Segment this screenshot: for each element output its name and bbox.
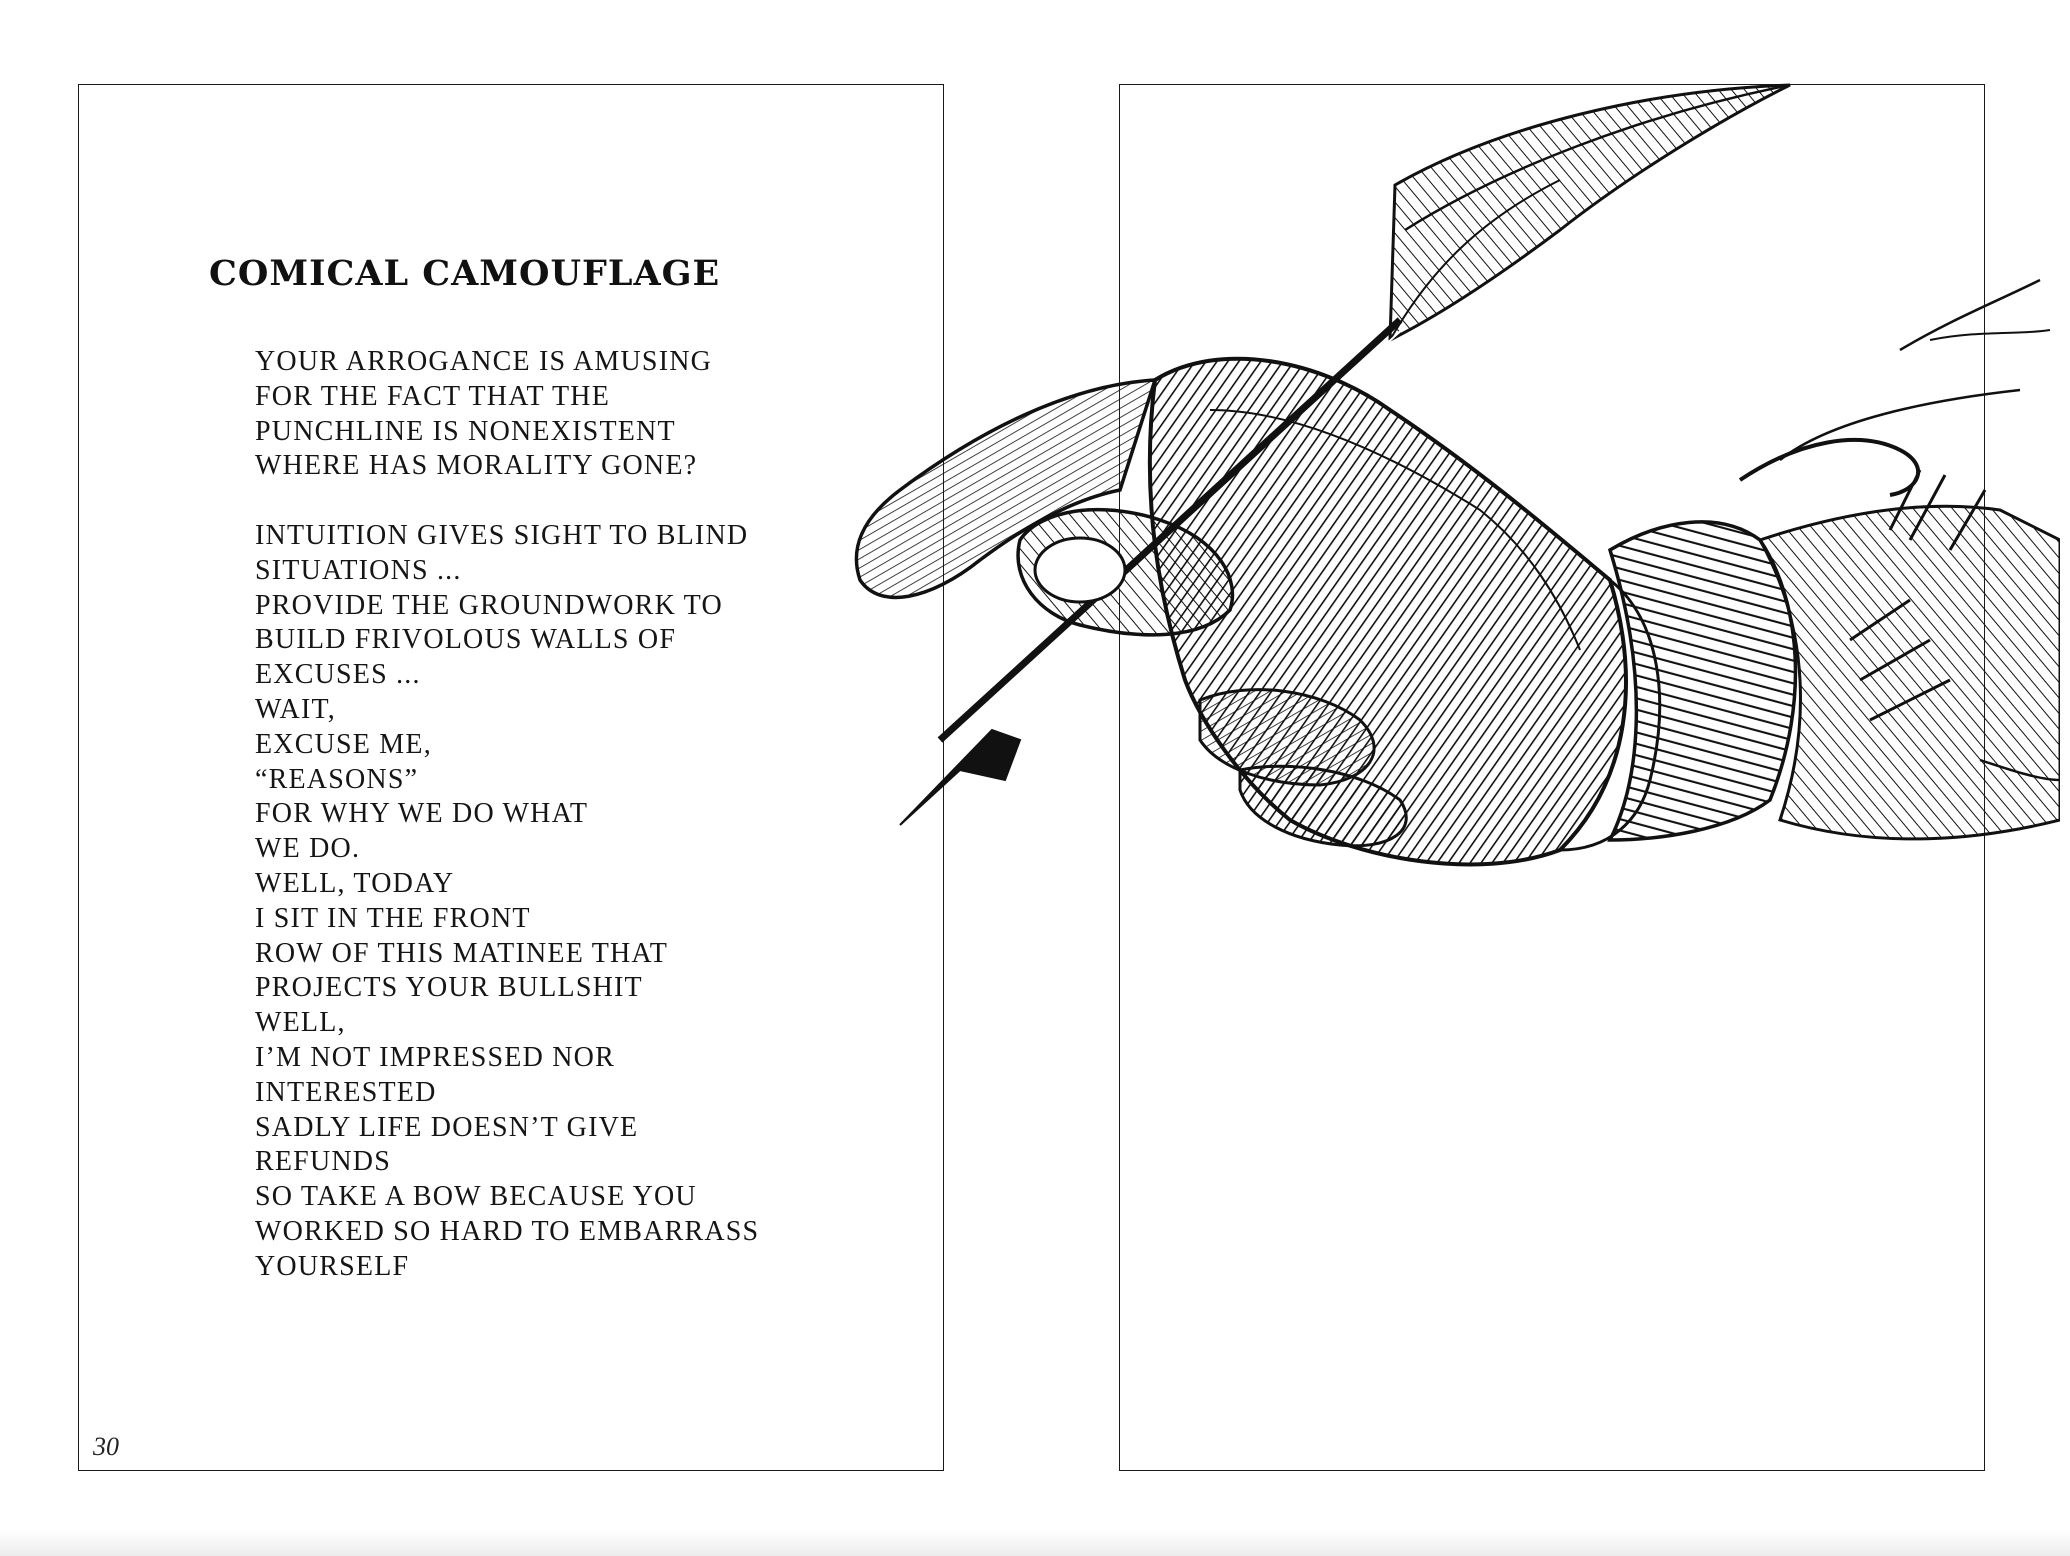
poem-line: SADLY LIFE DOESN’T GIVE	[255, 1111, 639, 1143]
viewer-bottom-bar	[0, 1530, 2070, 1556]
poem-line: FOR WHY WE DO WHAT	[255, 798, 589, 830]
left-page	[78, 84, 944, 1471]
poem-line: WELL,	[255, 1007, 346, 1039]
poem-line: PUNCHLINE IS NONEXISTENT	[255, 415, 676, 447]
poem-line: WORKED SO HARD TO EMBARRASS	[255, 1215, 760, 1247]
poem-line: WAIT,	[255, 693, 336, 725]
poem-line: “REASONS”	[255, 763, 419, 795]
poem-line: I’M NOT IMPRESSED NOR	[255, 1041, 615, 1073]
poem-line: WHERE HAS MORALITY GONE?	[255, 450, 698, 482]
poem-line: YOURSELF	[255, 1250, 410, 1282]
stanza-2	[255, 519, 759, 1285]
poem-line: PROVIDE THE GROUNDWORK TO	[255, 589, 723, 621]
poem-line: PROJECTS YOUR BULLSHIT	[255, 972, 643, 1004]
poem-line: SITUATIONS ...	[255, 554, 462, 586]
poem-title: COMICAL CAMOUFLAGE	[209, 253, 721, 294]
stanza-1	[255, 345, 712, 484]
poem-line: YOUR ARROGANCE IS AMUSING	[255, 346, 713, 377]
poem-line: FOR THE FACT THAT THE	[255, 380, 611, 412]
poem-line: EXCUSE ME,	[255, 728, 432, 760]
poem-line: EXCUSES ...	[255, 659, 421, 691]
poem-line: SO TAKE A BOW BECAUSE YOU	[255, 1181, 697, 1213]
poem-line: WE DO.	[255, 833, 361, 865]
poem-line: INTUITION GIVES SIGHT TO BLIND	[255, 520, 749, 551]
poem-line: REFUNDS	[255, 1146, 391, 1178]
page-number: 30	[93, 1432, 119, 1461]
poem-line: ROW OF THIS MATINEE THAT	[255, 937, 669, 969]
poem-line: BUILD FRIVOLOUS WALLS OF	[255, 624, 677, 656]
right-page	[1119, 84, 1985, 1471]
poem-line: I SIT IN THE FRONT	[255, 902, 531, 934]
poem-line: INTERESTED	[255, 1076, 437, 1108]
poem-line: WELL, TODAY	[255, 867, 455, 899]
